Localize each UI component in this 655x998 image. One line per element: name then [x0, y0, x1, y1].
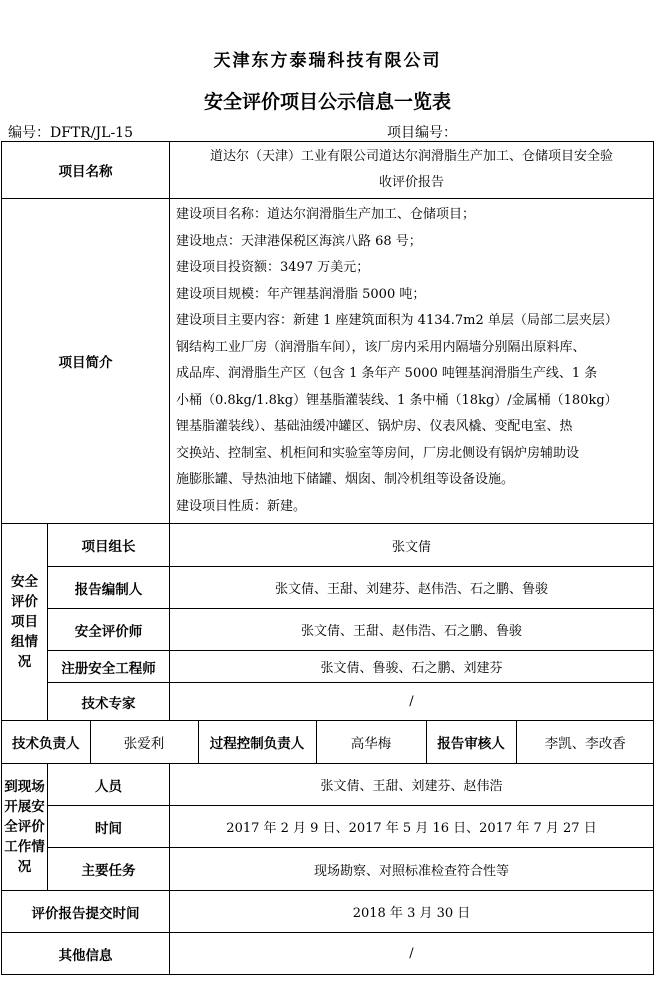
intro-line: 建设项目投资额：3497 万美元；: [176, 260, 370, 275]
intro-line: 建设项目主要内容：新建 1 座建筑面积为 4134.7m2 单层（局部二层夹层）: [176, 313, 618, 328]
row-submit-date: [2, 891, 654, 933]
other-info-value: /: [170, 933, 654, 975]
project-name-value: [170, 142, 654, 199]
project-name-label: 项目名称: [2, 142, 170, 199]
safety-assessors-label: 安全评价师: [48, 609, 170, 651]
site-group-label-line: 开展安: [4, 799, 45, 815]
site-task-value: 现场勘察、对照标准检查符合性等: [170, 848, 654, 891]
table-row: [2, 848, 654, 891]
page-title: 安全评价项目公示信息一览表: [203, 91, 451, 113]
site-personnel-label: 人员: [48, 764, 170, 806]
project-intro-label: 项目简介: [2, 199, 170, 524]
tech-experts-value: /: [170, 683, 654, 721]
tech-lead-value: 张爱利: [90, 721, 198, 763]
row-other-info: [2, 933, 654, 975]
site-task-label: 主要任务: [48, 848, 170, 891]
table-row: [2, 524, 654, 567]
registered-engineers-label: 注册安全工程师: [48, 651, 170, 683]
safety-assessors-value: 张文倩、王甜、赵伟浩、石之鹏、鲁骏: [170, 609, 654, 651]
site-personnel-value: 张文倩、王甜、刘建芬、赵伟浩: [170, 764, 654, 806]
tech-lead-label: 技术负责人: [12, 736, 80, 752]
team-group-label-line: 组情: [11, 634, 38, 650]
intro-line: 锂基脂灌装线）、基础油缓冲罐区、锅炉房、仪表风橇、变配电室、热: [176, 419, 573, 434]
table-row: [2, 609, 654, 651]
row-project-name: [2, 142, 654, 199]
team-group-label-line: 评价: [11, 594, 38, 610]
site-time-label: 时间: [48, 806, 170, 848]
team-group-label-line: 况: [17, 654, 32, 670]
intro-line: 建设地点：天津港保税区海滨八路 68 号；: [176, 233, 422, 249]
intro-line: 施膨胀罐、导热油地下储罐、烟囱、制冷机组等设备设施。: [176, 472, 515, 487]
project-intro-text: [170, 199, 654, 524]
intro-line: 成品库、润滑脂生产区（包含 1 条年产 5000 吨锂基润滑脂生产线、1 条: [176, 366, 598, 381]
intro-line: 建设项目性质：新建。: [176, 498, 307, 514]
intro-line: 交换站、控制室、机柜间和实验室等房间，厂房北侧设有锅炉房辅助设: [176, 445, 580, 461]
doc-number: 编号：DFTR/JL-15: [8, 125, 133, 141]
submit-date-value: 2018 年 3 月 30 日: [170, 891, 654, 933]
report-reviewer-value: 李凯、李改香: [516, 721, 654, 763]
intro-line: 建设项目名称：道达尔润滑脂生产加工、仓储项目；: [176, 207, 476, 222]
process-control-label: 过程控制负责人: [198, 721, 316, 763]
table-row: [2, 806, 654, 848]
site-group-label-line: 工作情: [4, 839, 45, 855]
submit-date-label: 评价报告提交时间: [2, 891, 170, 933]
team-leader-value: 张文倩: [170, 524, 654, 567]
site-time-value: 2017 年 2 月 9 日、2017 年 5 月 16 日、2017 年 7 月 27 日: [170, 806, 654, 848]
project-number: 项目编号：: [387, 125, 457, 141]
table-row: [2, 651, 654, 683]
process-control-value: 高华梅: [316, 721, 426, 763]
responsibility-table: [2, 721, 654, 763]
table-row: [2, 683, 654, 721]
project-name-line-1: 道达尔（天津）工业有限公司道达尔润滑脂生产加工、仓储项目安全验: [209, 149, 613, 164]
report-authors-value: 张文倩、王甜、刘建芬、赵伟浩、石之鹏、鲁骏: [170, 567, 654, 609]
team-group-label-line: 安全: [11, 574, 38, 590]
row-responsibility: [2, 721, 654, 764]
project-name-line-2: 收评价报告: [378, 175, 444, 190]
team-leader-label: 项目组长: [48, 524, 170, 567]
report-authors-label: 报告编制人: [48, 567, 170, 609]
responsibility-cell: [2, 721, 654, 764]
team-group-label: [2, 524, 48, 721]
info-table: [1, 141, 654, 975]
other-info-label: 其他信息: [2, 933, 170, 975]
table-row: [2, 764, 654, 806]
company-name: 天津东方泰瑞科技有限公司: [213, 51, 442, 71]
site-group-label-line: 全评价: [4, 819, 45, 835]
tech-experts-label: 技术专家: [48, 683, 170, 721]
intro-line: 建设项目规模：年产锂基润滑脂 5000 吨；: [176, 286, 426, 302]
team-group-label-line: 项目: [11, 614, 38, 630]
intro-line: 钢结构工业厂房（润滑脂车间），该厂房内采用内隔墙分别隔出原料库、: [176, 339, 586, 355]
registered-engineers-value: 张文倩、鲁骏、石之鹏、刘建芬: [170, 651, 654, 683]
intro-line: 小桶（0.8kg/1.8kg）锂基脂灌装线、1 条中桶（18kg）/金属桶（180kg）: [176, 392, 618, 408]
site-group-label-line: 况: [17, 859, 32, 875]
site-group-label-line: 到现场: [4, 779, 45, 795]
report-reviewer-label: 报告审核人: [426, 721, 516, 763]
row-project-intro: [2, 199, 654, 524]
site-group-label: [2, 764, 48, 891]
table-row: [2, 567, 654, 609]
